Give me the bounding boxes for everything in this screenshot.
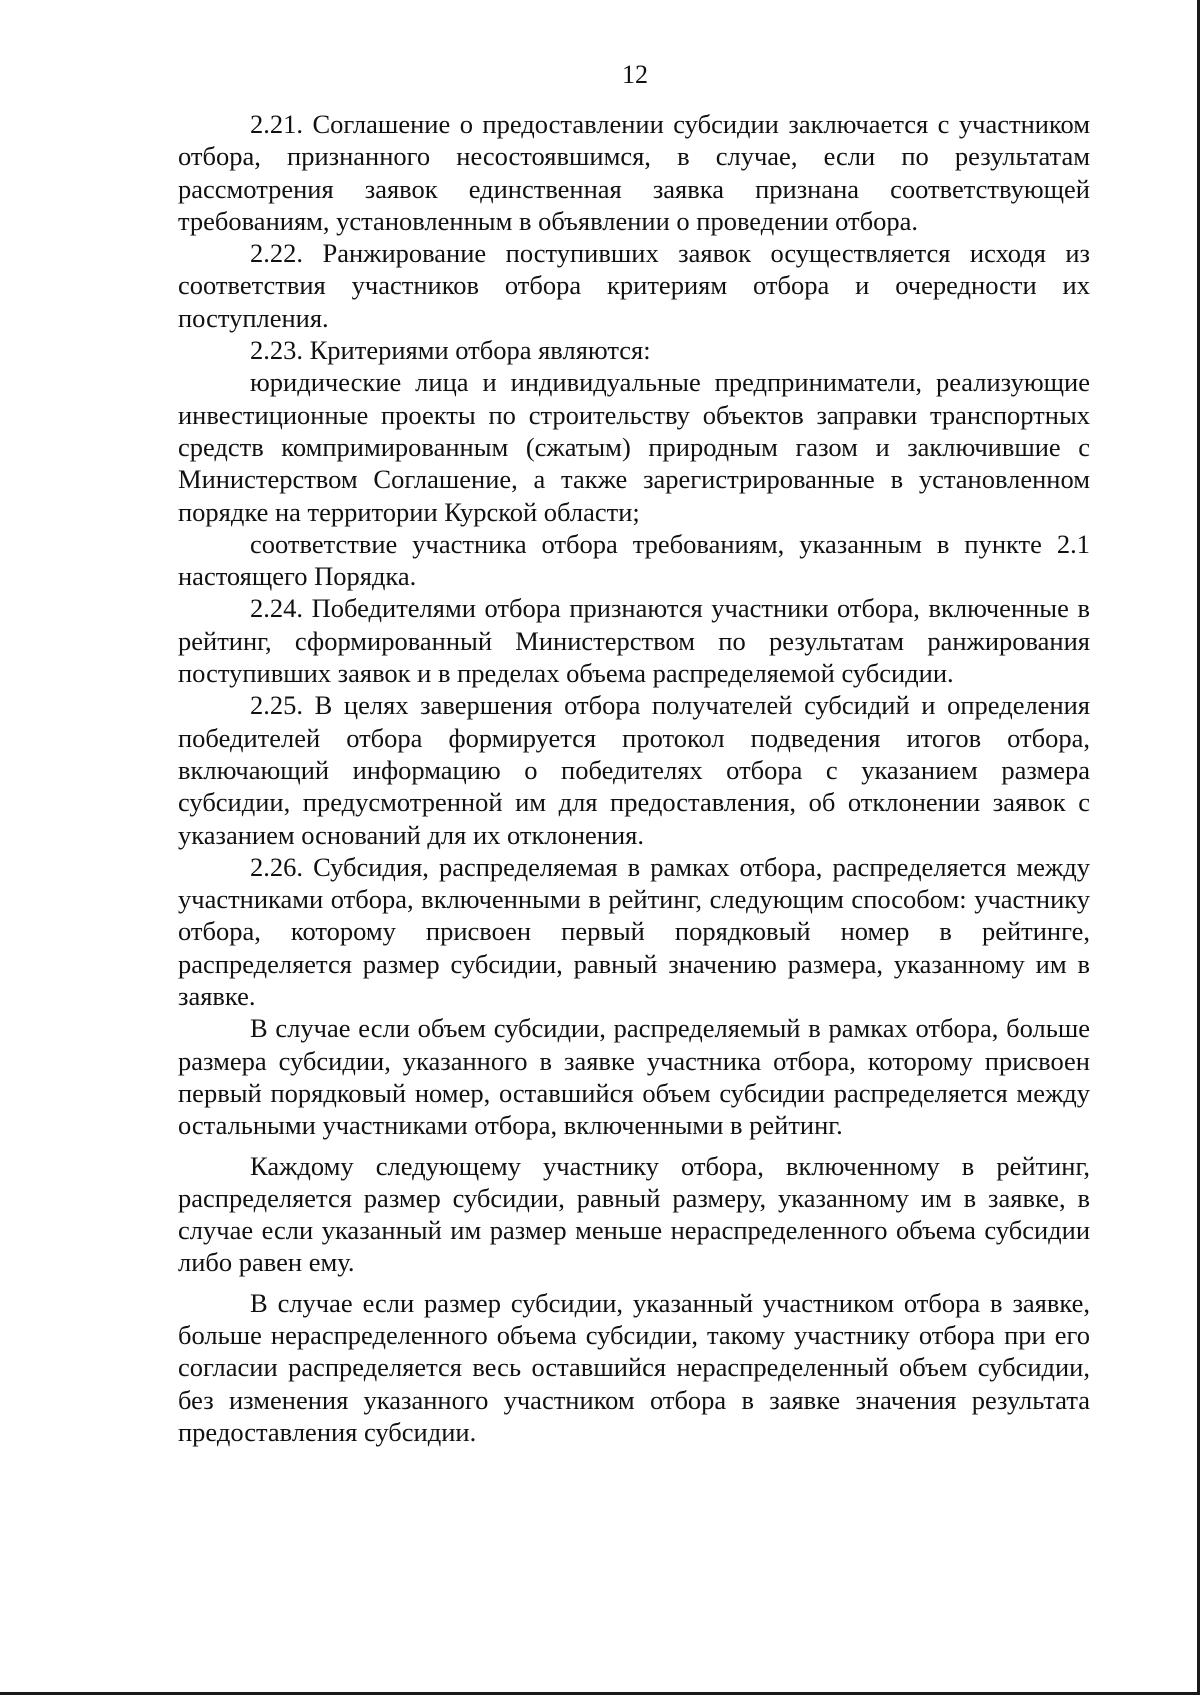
paragraph-remaining-volume: В случае если объем субсидии, распределяемый в рамках отбора, больше размера субсидии, указанного в заявке участника отбора, которому присвоен первый порядковый номер, оставшийся объем субсидии распределяется между остальными участниками отбора, включенными в рейтинг. [178,1013,1090,1141]
paragraph-2-23: 2.23. Критериями отбора являются: [250,335,651,366]
paragraph-each-next-participant: Каждому следующему участнику отбора, включенному в рейтинг, распределяется размер субсидии, равный размеру, указанному им в заявке, в случае если указанный им размер меньше нераспределенного объема субсидии либо равен ему. [178,1150,1090,1278]
paragraph-2-24: 2.24. Победителями отбора признаются участники отбора, включенные в рейтинг, сформированный Министерством по результатам ранжирования поступивших заявок и в пределах объема распределяемой субсидии. [178,593,1090,689]
paragraph-2-26: 2.26. Субсидия, распределяемая в рамках отбора, распределяется между участниками отбора, включенными в рейтинг, следующим способом: участнику отбора, которому присвоен первый порядковый номер в рейтинге, распределяется размер субсидии, равный значению размера, указанному им в заявке. [178,851,1090,1012]
document-body [178,108,1090,1448]
paragraph-2-25: 2.25. В целях завершения отбора получателей субсидий и определения победителей отбора формируется протокол подведения итогов отбора, включающий информацию о победителях отбора с указанием размера субсидии, предусмотренной им для предоставления, об отклонении заявок с указанием оснований для их отклонения. [178,690,1090,850]
page-number: 12 [622,60,648,89]
paragraph-criteria-1: юридические лица и индивидуальные предприниматели, реализующие инвестиционные проекты по строительству объектов заправки транспортных средств компримированным (сжатым) природным газом и заключившие с Министерством Соглашение, а также зарегистрированные в установленном порядке на территории Курской области; [178,367,1090,527]
paragraph-larger-request: В случае если размер субсидии, указанный участником отбора в заявке, больше нераспределенного объема субсидии, такому участнику отбора при его согласии распределяется весь оставшийся нераспределенный объем субсидии, без изменения указанного участником отбора в заявке значения результата предоставления субсидии. [178,1287,1090,1447]
paragraph-2-21: 2.21. Соглашение о предоставлении субсидии заключается с участником отбора, признанного несостоявшимся, в случае, если по результатам рассмотрения заявок единственная заявка признана соответствующей требованиям, установленным в объявлении о проведении отбора. [178,109,1090,236]
paragraph-criteria-2: соответствие участника отбора требованиям, указанным в пункте 2.1 настоящего Порядка. [178,528,1090,592]
paragraph-2-22: 2.22. Ранжирование поступивших заявок осуществляется исходя из соответствия участников отбора критериям отбора и очередности их поступления. [178,238,1090,333]
